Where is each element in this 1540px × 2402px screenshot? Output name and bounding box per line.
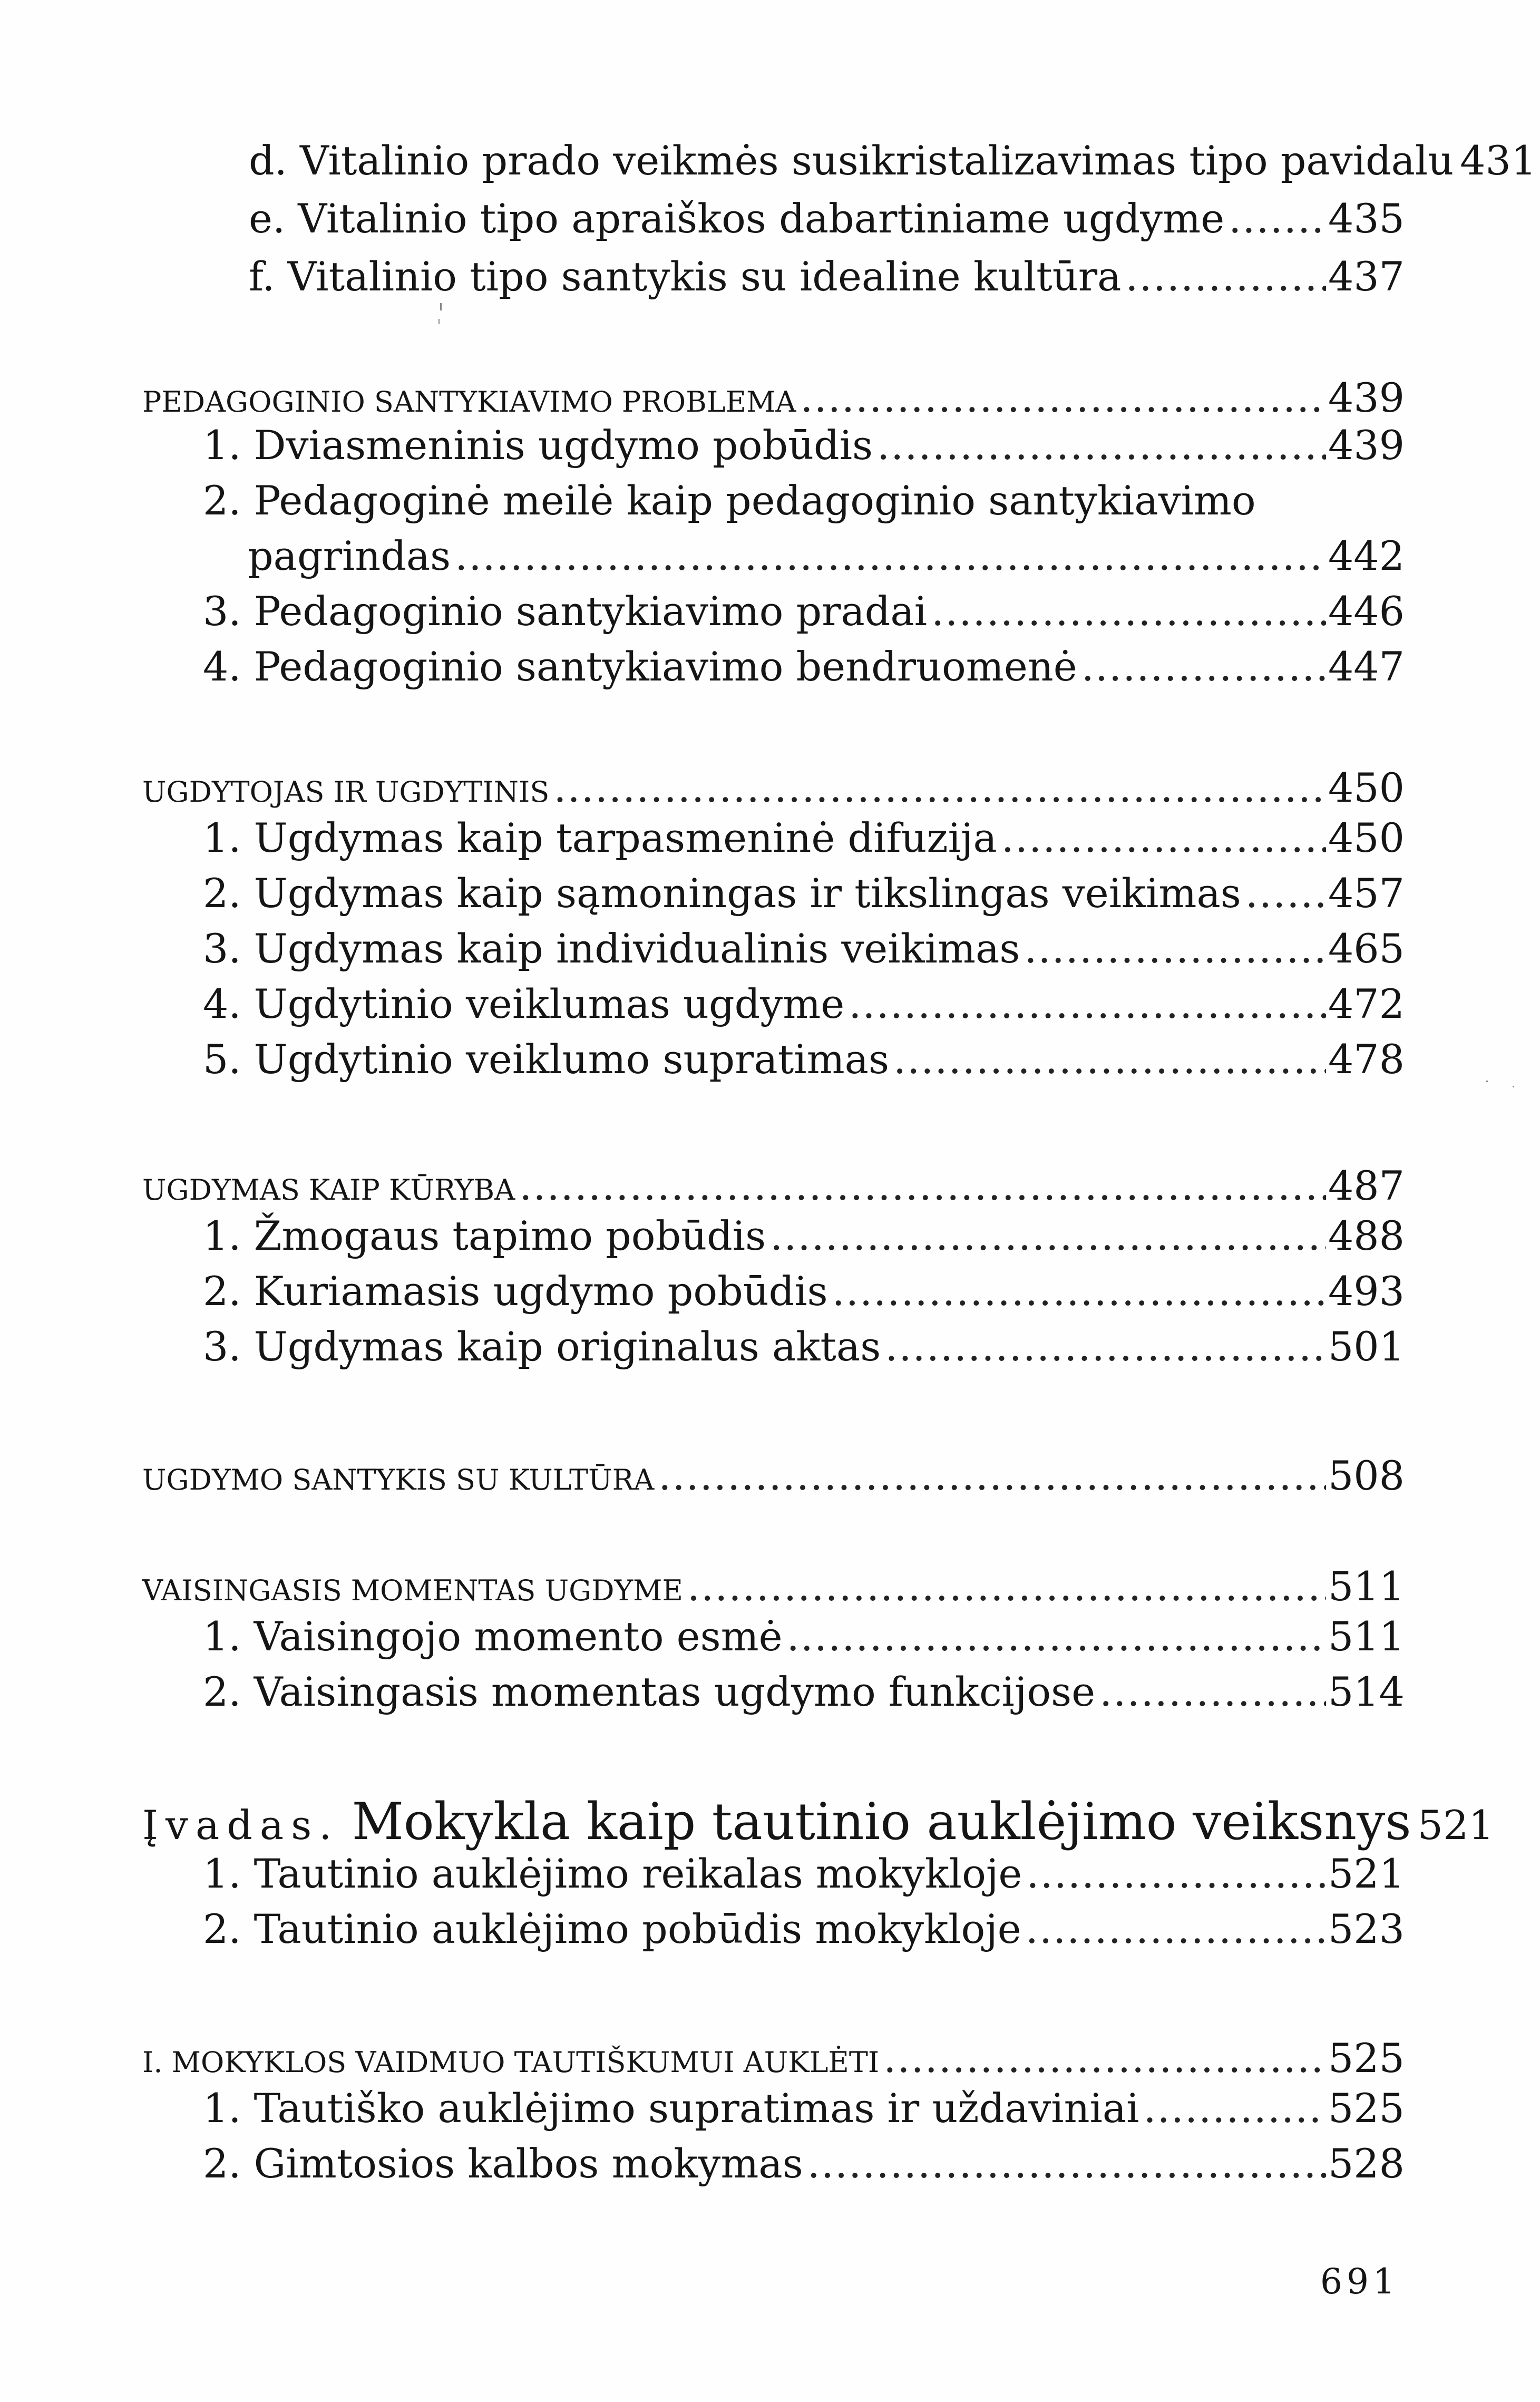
dot-leader xyxy=(1001,814,1326,861)
dot-leader xyxy=(1026,1905,1326,1952)
toc-section-heading xyxy=(142,1563,1405,1610)
dot-leader xyxy=(1026,1850,1326,1897)
section-heading-title: UGDYTOJAS IR UGDYTINIS xyxy=(142,775,550,809)
toc-entry xyxy=(203,1036,1405,1083)
dot-leader xyxy=(931,588,1326,635)
dot-leader xyxy=(787,1613,1326,1660)
dot-leader xyxy=(1143,2085,1325,2132)
toc-entry-page: 450 xyxy=(1328,814,1405,861)
toc-entry-title: 4. Pedagoginio santykiavimo bendruomenė xyxy=(203,643,1077,690)
toc-entry xyxy=(203,643,1405,690)
dot-leader xyxy=(849,980,1326,1027)
dot-leader xyxy=(1229,195,1326,242)
toc-entry-page: 493 xyxy=(1328,1268,1405,1315)
toc-entry-page: 478 xyxy=(1328,1036,1405,1083)
toc-entry xyxy=(203,2085,1405,2132)
dot-leader xyxy=(800,374,1326,421)
toc-entry-title: 2. Tautinio auklėjimo pobūdis mokykloje xyxy=(203,1905,1021,1952)
scan-speck xyxy=(1513,1086,1514,1087)
toc-entry-page: 525 xyxy=(1328,2085,1405,2132)
toc-entry xyxy=(249,137,1537,184)
dot-leader xyxy=(455,532,1326,579)
toc-entry-title: 1. Dviasmeninis ugdymo pobūdis xyxy=(203,422,873,469)
toc-entry xyxy=(203,588,1405,635)
dot-leader xyxy=(893,1036,1326,1083)
toc-part-heading xyxy=(142,2035,1405,2082)
toc-entry-title: f. Vitalinio tipo santykis su idealine kultūra xyxy=(249,253,1122,300)
toc-entry-page: 442 xyxy=(1328,532,1405,579)
toc-entry-page: 447 xyxy=(1328,643,1405,690)
toc-entry-title-line1: 2. Pedagoginė meilė kaip pedagoginio santykiavimo xyxy=(203,477,1256,524)
toc-entry-title: 1. Žmogaus tapimo pobūdis xyxy=(203,1212,766,1259)
dot-leader xyxy=(807,2140,1326,2187)
toc-entry xyxy=(248,532,1405,579)
dot-leader xyxy=(832,1268,1326,1315)
toc-entry xyxy=(203,1323,1405,1370)
toc-entry xyxy=(249,195,1405,242)
dot-leader xyxy=(883,2035,1326,2082)
toc-entry-page: 435 xyxy=(1328,195,1405,242)
toc-entry-page: 488 xyxy=(1328,1212,1405,1259)
toc-entry-title: 1. Tautinio auklėjimo reikalas mokykloje xyxy=(203,1850,1022,1897)
toc-entry-page: 446 xyxy=(1328,588,1405,635)
section-heading-page: 487 xyxy=(1328,1162,1405,1209)
dot-leader xyxy=(1081,643,1326,690)
intro-page: 521 xyxy=(1417,1802,1494,1849)
intro-title: Mokykla kaip tautinio auklėjimo veiksnys xyxy=(352,1792,1411,1851)
dot-leader xyxy=(519,1162,1326,1209)
toc-entry xyxy=(203,1850,1405,1897)
toc-entry-title: d. Vitalinio prado veikmės susikristalizavimas tipo pavidalu xyxy=(249,137,1454,184)
dot-leader xyxy=(885,1323,1326,1370)
section-heading-page: 439 xyxy=(1328,374,1405,421)
toc-entry-title: 3. Ugdymas kaip individualinis veikimas xyxy=(203,925,1020,972)
intro-heading xyxy=(142,1792,1411,1851)
toc-entry xyxy=(203,870,1405,917)
intro-label: Įvadas. xyxy=(142,1802,339,1849)
toc-entry-page: 472 xyxy=(1328,980,1405,1027)
dot-leader xyxy=(687,1563,1326,1610)
dot-leader xyxy=(1024,925,1326,972)
toc-entry-title: 2. Kuriamasis ugdymo pobūdis xyxy=(203,1268,828,1315)
toc-entry xyxy=(203,422,1405,469)
section-heading-title: UGDYMAS KAIP KŪRYBA xyxy=(142,1173,515,1207)
toc-entry-page: 437 xyxy=(1328,253,1405,300)
dot-leader xyxy=(877,422,1326,469)
toc-entry-title: 3. Pedagoginio santykiavimo pradai xyxy=(203,588,928,635)
toc-entry-page: 439 xyxy=(1328,422,1405,469)
section-heading-title: PEDAGOGINIO SANTYKIAVIMO PROBLEMA xyxy=(142,385,796,419)
toc-entry-title: 2. Ugdymas kaip sąmoningas ir tikslingas veikimas xyxy=(203,870,1241,917)
dot-leader xyxy=(658,1452,1326,1499)
toc-entry-title: 4. Ugdytinio veiklumas ugdyme xyxy=(203,980,845,1027)
scan-speck xyxy=(438,319,440,324)
toc-entry xyxy=(249,253,1405,300)
dot-leader xyxy=(1125,253,1326,300)
toc-entry-page: 528 xyxy=(1328,2140,1405,2187)
toc-intro-heading xyxy=(142,1792,1494,1851)
toc-entry-title: 2. Vaisingasis momentas ugdymo funkcijose xyxy=(203,1668,1096,1715)
section-heading-page: 508 xyxy=(1328,1452,1405,1499)
toc-entry-page: 465 xyxy=(1328,925,1405,972)
toc-section-heading xyxy=(142,374,1405,421)
toc-section-heading xyxy=(142,1162,1405,1209)
toc-entry xyxy=(203,925,1405,972)
toc-entry-title: 5. Ugdytinio veiklumo supratimas xyxy=(203,1036,889,1083)
part-heading-title: I. MOKYKLOS VAIDMUO TAUTIŠKUMUI AUKLĖTI xyxy=(142,2046,880,2079)
toc-entry-page: 457 xyxy=(1328,870,1405,917)
scan-speck xyxy=(1486,1081,1488,1082)
toc-entry xyxy=(203,980,1405,1027)
toc-entry xyxy=(203,814,1405,861)
toc-entry-page: 521 xyxy=(1328,1850,1405,1897)
toc-entry xyxy=(203,1668,1405,1715)
toc-entry-title: 3. Ugdymas kaip originalus aktas xyxy=(203,1323,881,1370)
toc-entry xyxy=(203,1268,1405,1315)
dot-leader xyxy=(1099,1668,1326,1715)
dot-leader xyxy=(770,1212,1326,1259)
section-heading-title: UGDYMO SANTYKIS SU KULTŪRA xyxy=(142,1463,655,1496)
toc-entry-page: 523 xyxy=(1328,1905,1405,1952)
toc-entry-page: 514 xyxy=(1328,1668,1405,1715)
toc-entry-title: 1. Tautiško auklėjimo supratimas ir uždaviniai xyxy=(203,2085,1139,2132)
toc-entry xyxy=(203,1905,1405,1952)
section-heading-title: VAISINGASIS MOMENTAS UGDYME xyxy=(142,1574,683,1607)
toc-entry-page: 501 xyxy=(1328,1323,1405,1370)
toc-entry xyxy=(203,1212,1405,1259)
toc-entry-page: 431 xyxy=(1460,137,1537,184)
dot-leader xyxy=(553,764,1326,811)
section-heading-page: 511 xyxy=(1328,1563,1405,1610)
part-heading-page: 525 xyxy=(1328,2035,1405,2082)
section-heading-page: 450 xyxy=(1328,764,1405,811)
toc-entry-title: 1. Ugdymas kaip tarpasmeninė difuzija xyxy=(203,814,997,861)
page-number: 691 xyxy=(1320,2261,1399,2302)
toc-entry-page: 511 xyxy=(1328,1613,1405,1660)
scan-speck xyxy=(440,303,442,310)
toc-entry-title: e. Vitalinio tipo apraiškos dabartiniame ugdyme xyxy=(249,195,1225,242)
dot-leader xyxy=(1245,870,1326,917)
toc-entry xyxy=(203,1613,1405,1660)
toc-section-heading xyxy=(142,1452,1405,1499)
toc-section-heading xyxy=(142,764,1405,811)
toc-entry-title-line2: pagrindas xyxy=(248,532,451,579)
toc-entry xyxy=(203,2140,1405,2187)
toc-entry-title: 1. Vaisingojo momento esmė xyxy=(203,1613,783,1660)
toc-entry-title: 2. Gimtosios kalbos mokymas xyxy=(203,2140,803,2187)
